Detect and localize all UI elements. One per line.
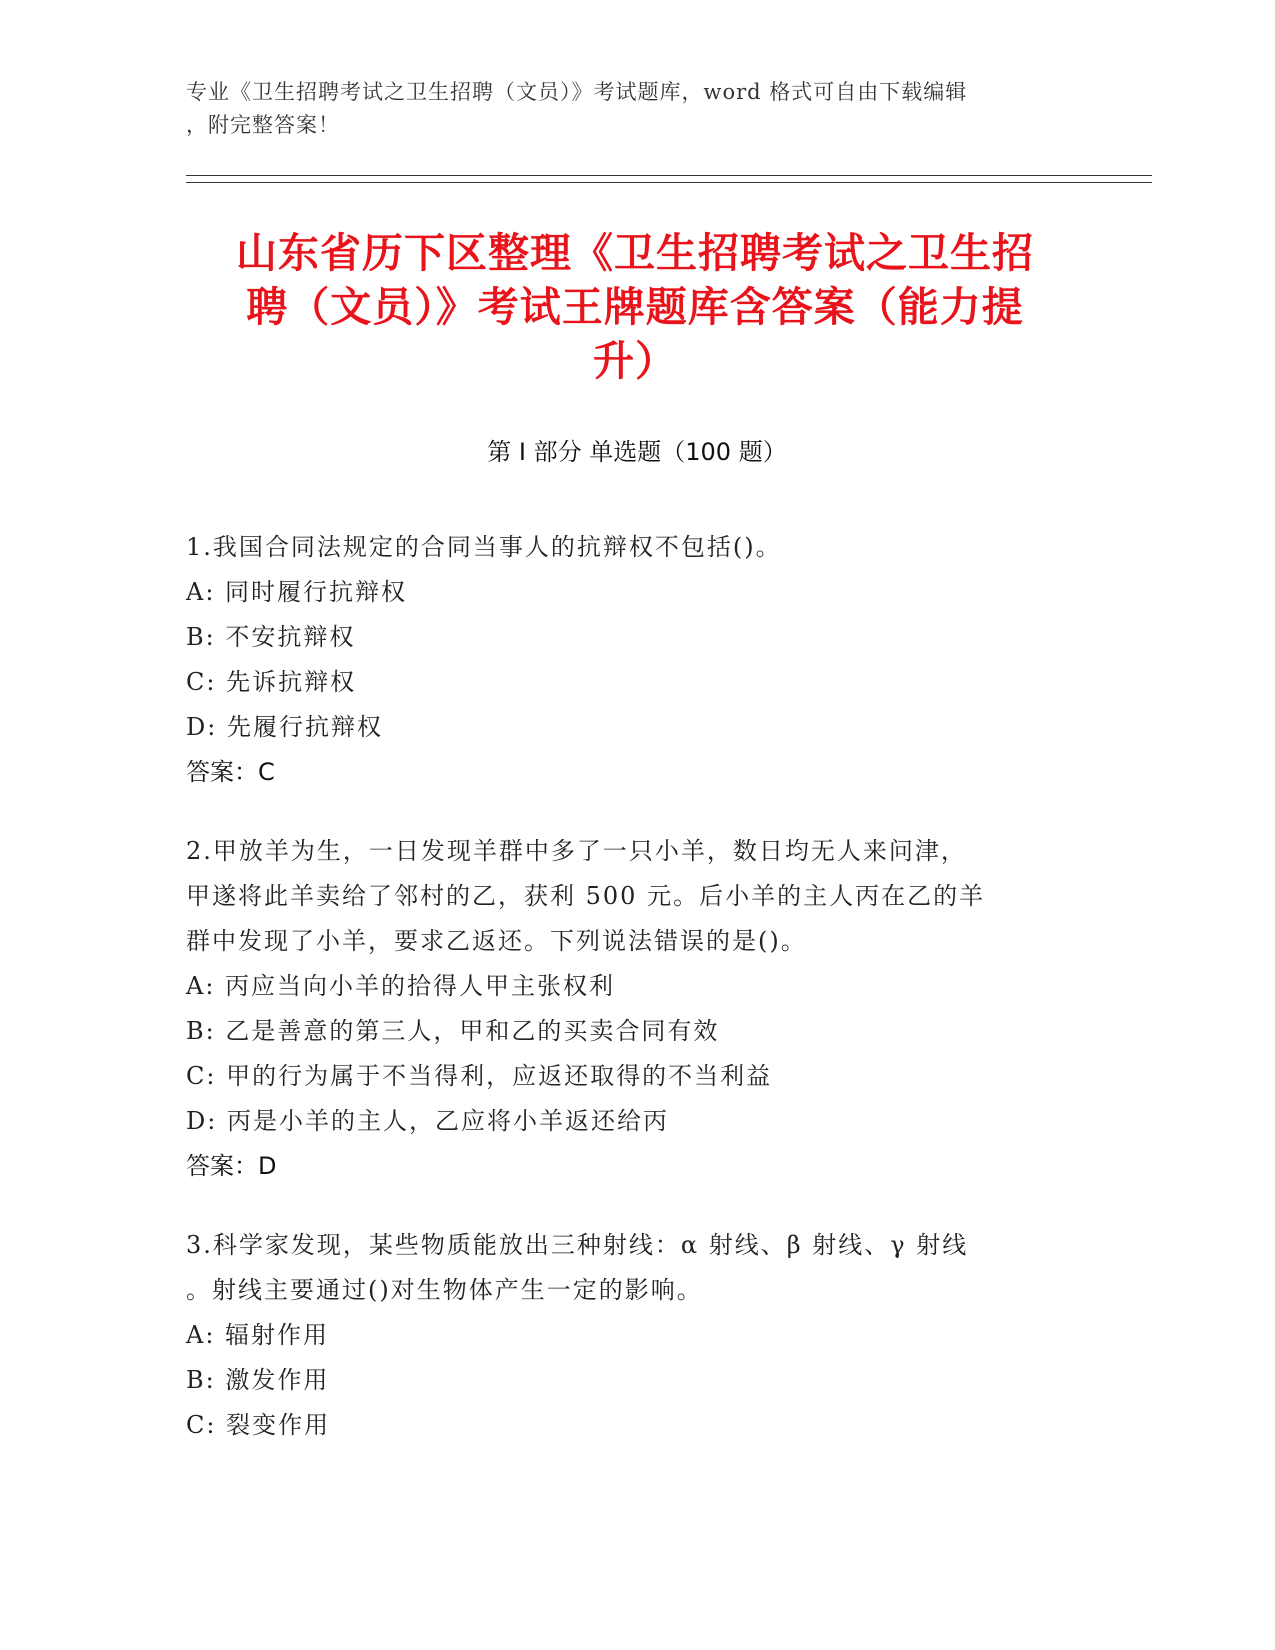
question-stem-line-1: 2.甲放羊为生，一日发现羊群中多了一只小羊，数日均无人来问津，	[186, 837, 967, 865]
option-a: A: 丙应当向小羊的拾得人甲主张权利	[186, 972, 616, 1000]
option-c: C: 裂变作用	[186, 1411, 331, 1439]
document-title-line-3: 升）	[593, 337, 677, 385]
question-stem: 1.我国合同法规定的合同当事人的抗辩权不包括()。	[186, 533, 782, 561]
option-a: A: 同时履行抗辩权	[186, 578, 408, 606]
header-note	[186, 76, 1086, 142]
question-list	[186, 525, 1086, 1482]
question-stem-line-2: 。射线主要通过()对生物体产生一定的影响。	[186, 1276, 703, 1304]
option-a: A: 辐射作用	[186, 1321, 330, 1349]
option-b: B: 不安抗辩权	[186, 623, 356, 651]
document-title-line-1: 山东省历下区整理《卫生招聘考试之卫生招	[236, 229, 1034, 277]
question-stem-line-3: 群中发现了小羊，要求乙返还。下列说法错误的是()。	[186, 927, 807, 955]
header-divider-bottom	[186, 182, 1152, 183]
answer-line: 答案：D	[186, 1152, 277, 1180]
option-c: C: 先诉抗辩权	[186, 668, 357, 696]
question-stem-line-2: 甲遂将此羊卖给了邻村的乙，获利 500 元。后小羊的主人丙在乙的羊	[186, 882, 986, 910]
option-b: B: 乙是善意的第三人，甲和乙的买卖合同有效	[186, 1017, 720, 1045]
section-heading: 第 I 部分 单选题（100 题）	[487, 438, 787, 466]
option-c: C: 甲的行为属于不当得利，应返还取得的不当利益	[186, 1062, 773, 1090]
document-title	[190, 226, 1080, 388]
document-title-line-2: 聘（文员）》考试王牌题库含答案（能力提	[246, 283, 1024, 331]
question-stem-line-1: 3.科学家发现，某些物质能放出三种射线：α 射线、β 射线、γ 射线	[186, 1231, 969, 1259]
answer-line: 答案：C	[186, 758, 275, 786]
question-3	[186, 1223, 1086, 1448]
header-note-line-2: ，附完整答案！	[186, 113, 340, 137]
option-d: D: 先履行抗辩权	[186, 713, 383, 741]
option-d: D: 丙是小羊的主人，乙应将小羊返还给丙	[186, 1107, 669, 1135]
question-1	[186, 525, 1086, 795]
header-note-line-1: 专业《卫生招聘考试之卫生招聘（文员）》考试题库，word 格式可自由下载编辑	[186, 80, 968, 104]
option-b: B: 激发作用	[186, 1366, 330, 1394]
header-divider-top	[186, 175, 1152, 176]
question-2	[186, 829, 1086, 1189]
